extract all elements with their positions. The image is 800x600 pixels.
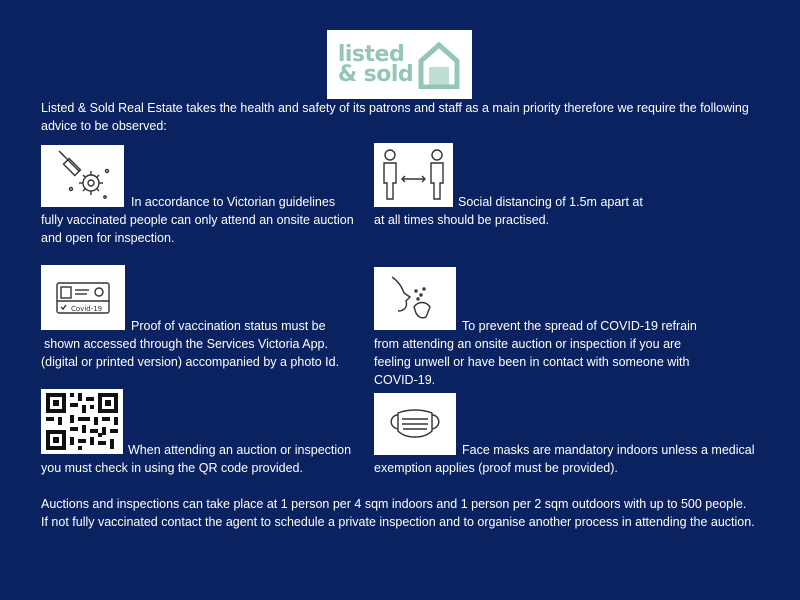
logo-wordmark: listed & sold (337, 41, 414, 87)
house-logo-icon (417, 41, 461, 89)
item-qr-line-1: When attending an auction or inspection (128, 443, 352, 457)
item-qr-line-2: you must check in using the QR code provided. (41, 461, 303, 475)
item-unwell-line-3: feeling unwell or have been in contact with someone with (374, 355, 690, 369)
item-vaccine-line-2: fully vaccinated people can only attend an onsite auction (41, 213, 354, 227)
item-mask-line-1: Face masks are mandatory indoors unless a medical (462, 443, 755, 457)
item-distancing-line-1: Social distancing of 1.5m apart at (458, 195, 643, 209)
social-distancing-icon (374, 143, 453, 207)
item-unwell-line-2: from attending an onsite auction or inspection if you are (374, 337, 682, 351)
footer-line-2: If not fully vaccinated contact the agent to schedule a private inspection and to organise another process in attending the auction. (41, 515, 755, 529)
qr-code-icon (41, 389, 123, 454)
item-mask-line-2: exemption applies (proof must be provided). (374, 461, 618, 475)
item-vaccine-line-3: and open for inspection. (41, 231, 175, 245)
company-logo (327, 30, 472, 99)
item-distancing-line-2: at all times should be practised. (374, 213, 550, 227)
certificate-card-label: Covid-19 (71, 305, 103, 313)
item-proof-line-2: shown accessed through the Services Victoria App. (44, 337, 328, 351)
intro-line-2: advice to be observed: (41, 119, 167, 133)
item-vaccine-line-1: In accordance to Victorian guidelines (131, 195, 336, 209)
covid-certificate-icon (41, 265, 125, 330)
footer-line-1: Auctions and inspections can take place at 1 person per 4 sqm indoors and 1 person per 2 sqm outdoors with up to 500 people. (41, 497, 747, 511)
sneeze-icon (374, 267, 456, 330)
item-unwell-line-4: COVID-19. (374, 373, 436, 387)
item-proof-line-3: (digital or printed version) accompanied by a photo Id. (41, 355, 340, 369)
item-unwell-line-1: To prevent the spread of COVID-19 refrain (462, 319, 697, 333)
face-mask-icon (374, 393, 456, 455)
vaccine-icon (41, 145, 124, 207)
item-proof-line-1: Proof of vaccination status must be (131, 319, 326, 333)
intro-line-1: Listed & Sold Real Estate takes the health and safety of its patrons and staff as a main priority therefore we require the following (41, 101, 749, 115)
